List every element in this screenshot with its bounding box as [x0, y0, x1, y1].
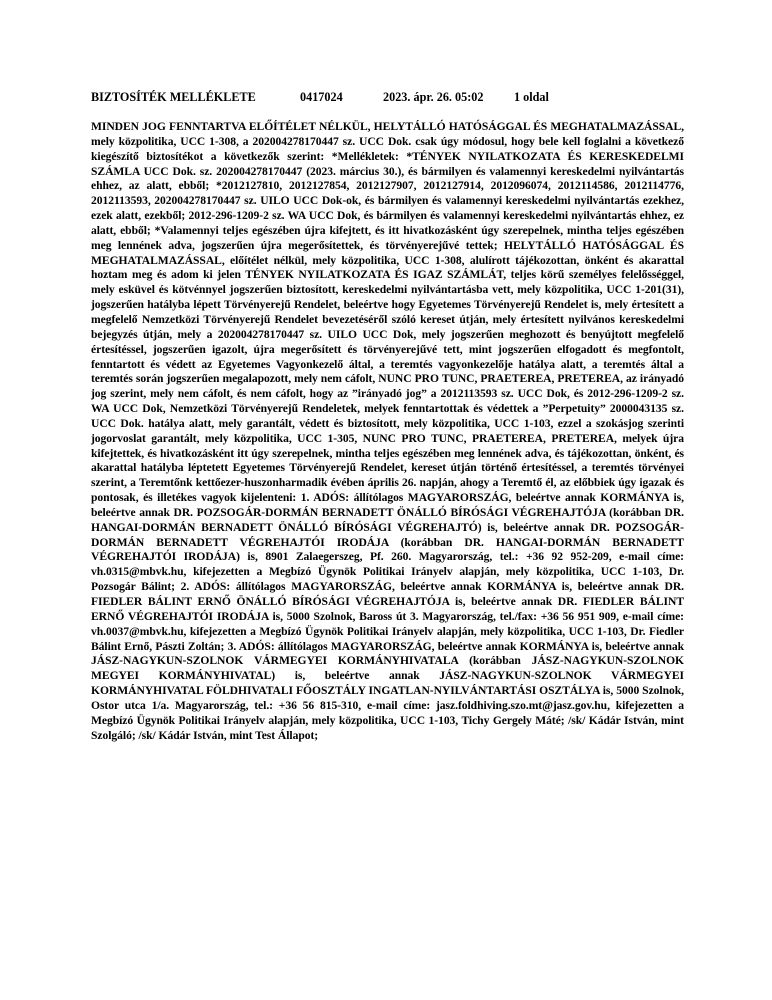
page-indicator: 1 oldal — [514, 90, 549, 104]
document-title: BIZTOSÍTÉK MELLÉKLETE — [91, 90, 256, 104]
document-header — [91, 89, 691, 105]
document-number: 0417024 — [300, 90, 343, 104]
document-body: MINDEN JOG FENNTARTVA ELŐÍTÉLET NÉLKÜL, HELYTÁLLÓ HATÓSÁGGAL ÉS MEGHATALMAZÁSSAL, mely közpolitika, UCC 1-308, a 202004278170447 sz. UCC Dok. csak úgy módosul, hogy bele kell foglalni a következő kiegészítő biztosítékot a következők szerint: *Mellékletek: *TÉNYEK NYILATKOZATA ÉS KERESKEDELMI SZÁMLA UCC Dok. sz. 202004278170447 (2023. március 30.), és bármilyen és valamennyi kereskedelmi nyilvántartás ehhez, az alatt, ebből; *2012127810, 2012127854, 2012127907, 2012127914, 2012096074, 2012114586, 2012114776, 2012113593, 202004278170447 sz. UILO UCC Dok-ok, és bármilyen és valamennyi kereskedelmi nyilvántartás ezekhez, ezek alatt, ezekből; 2012-296-1209-2 sz. WA UCC Dok, és bármilyen és valamennyi kereskedelmi nyilvántartás ehhez, ez alatt, ebből; *Valamennyi teljes egészében újra kifejtett, és itt hivatkozásként úgy szerepelnek, mintha teljes egészében meg lennének adva, jogszerűen újra megerősítettek, és törvényerejűvé tettek; HELYTÁLLÓ HATÓSÁGGAL ÉS MEGHATALMAZÁSSAL, előítélet nélkül, mely közpolitika, UCC 1-308, alulírott tájékozottan, önként és akarattal hoztam meg és adom ki jelen TÉNYEK NYILATKOZATA ÉS IGAZ SZÁMLÁT, teljes körű személyes felelősséggel, mely esküvel és kötvénnyel jogszerűen biztosított, kereskedelmi nyilvántartásba vett, mely közpolitika, UCC 1-201(31), jogszerűen hatályba lépett Törvényerejű Rendelet, beleértve hogy Egyetemes Törvényerejű Rendelet is, mely értesített a megfelelő Nemzetközi Törvényerejű Rendelet bevezetéséről szóló kereset útján, mely értesített nyilvános kereskedelmi bejegyzés útján, mely a 202004278170447 sz. UILO UCC Dok, mely jogszerűen meghozott és benyújtott megfelelő értesítéssel, jogszerűen igazolt, újra megerősített és törvényerejűvé tett, mint jogszerűen elfogadott és megfontolt, fenntartott és védett az Egyetemes Vagyonkezelő által, a teremtés vagyonkezelője hatálya alatt, a teremtés által a teremtés során jogszerűen megalapozott, mely nem cáfolt, NUNC PRO TUNC, PRAETEREA, PRETEREA, az irányadó jog szerint, mely nem cáfolt, és nem cáfolt, hogy az ”irányadó jog” a 2012113593 sz. UCC Dok, és 2012-296-1209-2 sz. WA UCC Dok, Nemzetközi Törvényerejű Rendeletek, melyek fenntartottak és védettek a ”Perpetuity” 2000043135 sz. UCC Dok. hatálya alatt, mely garantált, védett és biztosított, mely közpolitika, UCC 1-103, ezzel a szokásjog szerinti jogorvoslat garantált, mely közpolitika, UCC 1-305, NUNC PRO TUNC, PRAETEREA, PRETEREA, melyek újra kifejtettek, és hivatkozásként itt úgy szerepelnek, mintha teljes egészében meg lennének adva, és tájékozottan, önként, és akarattal hatályba léptetett Egyetemes Törvényerejű Rendelet, kereset útján történő értesítéssel, a teremtés törvényei szerint, a Teremtőnk kettőezer-huszonharmadik évében április 26. napján, ahogy a Teremtő él, az előbbiek úgy igazak és pontosak, és illetékes vagyok kijelenteni: 1. ADÓS: állítólagos MAGYARORSZÁG, beleértve annak KORMÁNYA is, beleértve annak DR. POZSOGÁR-DORMÁN BERNADETT ÖNÁLLÓ BÍRÓSÁGI VÉGREHAJTÓJA (korábban DR. HANGAI-DORMÁN BERNADETT ÖNÁLLÓ BÍRÓSÁGI VÉGREHAJTÓ) is, beleértve annak DR. POZSOGÁR-DORMÁN BERNADETT VÉGREHAJTÓI IRODÁJA (korábban DR. HANGAI-DORMÁN BERNADETT VÉGREHAJTÓI IRODÁJA) is, 8901 Zalaegerszeg, Pf. 260. Magyarország, tel.: +36 92 952-209, e-mail címe: vh.0315@mbvk.hu, kifejezetten a Megbízó Ügynök Politikai Irányelv alapján, mely közpolitika, UCC 1-103, Dr. Pozsogár Bálint; 2. ADÓS: állítólagos MAGYARORSZÁG, beleértve annak KORMÁNYA is, beleértve annak DR. FIEDLER BÁLINT ERNŐ ÖNÁLLÓ BÍRÓSÁGI VÉGREHAJTÓJA is, beleértve annak DR. FIEDLER BÁLINT ERNŐ VÉGREHAJTÓI IRODÁJA is, 5000 Szolnok, Baross út 3. Magyarország, tel./fax: +36 56 951 909, e-mail címe: vh.0037@mbvk.hu, kifejezetten a Megbízó Ügynök Politikai Irányelv alapján, mely közpolitika, UCC 1-103, Dr. Fiedler Bálint Ernő, Pászti Zoltán; 3. ADÓS: állítólagos MAGYARORSZÁG, beleértve annak KORMÁNYA is, beleértve annak JÁSZ-NAGYKUN-SZOLNOK VÁRMEGYEI KORMÁNYHIVATALA (korábban JÁSZ-NAGYKUN-SZOLNOK MEGYEI KORMÁNYHIVATAL) is, beleértve annak JÁSZ-NAGYKUN-SZOLNOK VÁRMEGYEI KORMÁNYHIVATAL FÖLDHIVATALI FŐOSZTÁLY INGATLAN-NYILVÁNTARTÁSI OSZTÁLYA is, 5000 Szolnok, Ostor utca 1/a. Magyarország, tel.: +36 56 815-310, e-mail címe: jasz.foldhiving.szo.mt@jasz.gov.hu, kifejezetten a Megbízó Ügynök Politikai Irányelv alapján, mely közpolitika, UCC 1-103, Tichy Gergely Máté; /sk/ Kádár István, mint Szolgáló; /sk/ Kádár István, mint Test Állapot; — [91, 120, 684, 742]
document-datetime: 2023. ápr. 26. 05:02 — [383, 90, 484, 104]
